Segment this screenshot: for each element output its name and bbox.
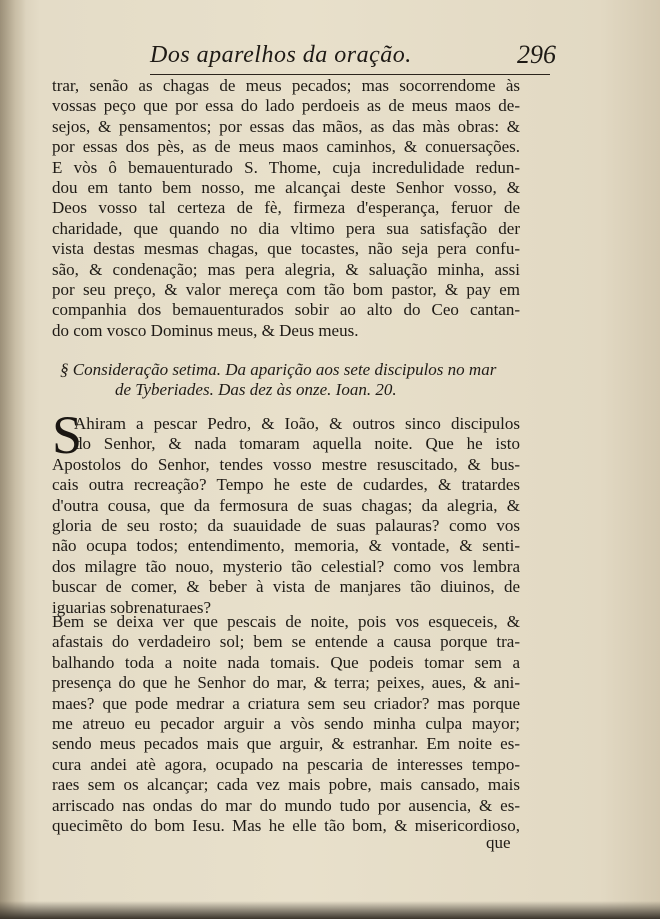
text-line: são, & condenação; mas pera alegria, & saluação minha, assi [52, 259, 520, 279]
text-line: trar, senão as chagas de meus pecados; mas socorrendome às [52, 76, 520, 95]
text-line: Apostolos do Senhor, tendes vosso mestre resuscitado, & bus- [52, 454, 520, 474]
text-line: charidade, que quando no dia vltimo pera sua satisfação der [52, 218, 520, 238]
text-line: d'outra cousa, que da fermosura de suas chagas; da alegria, & [52, 495, 520, 515]
text-line: E vòs ô bemauenturado S. Thome, cuja incredulidade redun- [52, 157, 520, 177]
page-edge-shadow [0, 901, 660, 919]
drop-cap: S [52, 405, 83, 465]
text-line: cura andei atè agora, ocupado na pescaria de interesses tempo- [52, 754, 520, 774]
text-line: iguarias sobrenaturaes? [52, 597, 212, 617]
text-line: dou em tanto bem nosso, me alcançai deste Senhor vosso, & [52, 177, 520, 197]
paragraph-apostles [52, 405, 520, 618]
text-line: presença do que he Senhor do mar, & terra; peixes, aues, & ani- [52, 673, 520, 693]
text-line: Ahiram a pescar Pedro, & Ioão, & outros sinco discipulos [74, 414, 520, 433]
catchword: que [486, 833, 511, 852]
text-line: por essas dos pès, as de meus maos caminhos, & conuersações. [52, 137, 520, 157]
text-line: cais outra recreação? Tempo he este de cudardes, & tratardes [52, 475, 520, 495]
text-line: vista destas mesmas chagas, que tocastes, não seja pera confu- [52, 239, 520, 259]
text-line: sendo meus pecados mais que arguir, & estranhar. Em noite es- [52, 734, 520, 754]
page-gutter [0, 0, 26, 919]
text-line: do Senhor, & nada tomaram aquella noite. Que he isto [74, 434, 520, 454]
text-line: Deos vosso tal certeza de fè, firmeza d'esperança, feruor de [52, 198, 520, 218]
text-line: não ocupa todos; entendimento, memoria, & vontade, & senti- [52, 536, 520, 556]
text-line: quecimẽto do bom Iesu. Mas he elle tão bom, & misericordioso, [52, 815, 520, 835]
running-head [150, 38, 556, 75]
text-line: Bem se deixa ver que pescais de noite, pois vos esqueceis, & [52, 612, 520, 631]
text-line: dos milagre tão nouo, mysterio tão celestial? como vos lembra [52, 556, 520, 576]
paragraph-prayer [52, 76, 520, 341]
heading-line: de Tyberiades. Das dez às onze. Ioan. 20. [115, 380, 397, 400]
running-title: Dos aparelhos da oração. [150, 42, 412, 68]
text-line: me atreuo eu pecador arguir a vòs sendo minha culpa mayor; [52, 713, 520, 733]
page-number: 296 [517, 40, 556, 69]
text-line: do com vosco Dominus meus, & Deus meus. [52, 320, 359, 340]
text-line: gloria de seu rosto; da suauidade de suas palauras? como vos [52, 515, 520, 535]
text-line: companhia dos bemauenturados sobir ao alto do Ceo cantan- [52, 300, 520, 320]
text-line: raes sem os alcançar; cada vez mais pobre, mais cansado, mais [52, 775, 520, 795]
heading-line: § Consideração setima. Da aparição aos sete discipulos no mar [60, 360, 497, 379]
text-line: afastais do verdadeiro sol; bem se entende a causa porque tra- [52, 632, 520, 652]
section-heading [60, 360, 522, 401]
text-line: sejos, & pensamentos; por essas das mãos, as das màs obras: & [52, 116, 520, 136]
text-line: por seu preço, & valor mereça com tão bom pastor, & pay em [52, 279, 520, 299]
text-line: maes? que pode medrar a criatura sem seu criador? mas porque [52, 693, 520, 713]
text-line: arriscado nas ondas do mar do mundo tudo por ausencia, & es- [52, 795, 520, 815]
text-line: balhando toda a noite nada tomais. Que podeis tomar sem a [52, 652, 520, 672]
paragraph-fishing [52, 612, 520, 836]
text-line: vossas peço que por essa do lado perdoeis as de meus maos de- [52, 96, 520, 116]
text-line: buscar de comer, & beber à vista de manjares tão diuinos, de [52, 577, 520, 597]
